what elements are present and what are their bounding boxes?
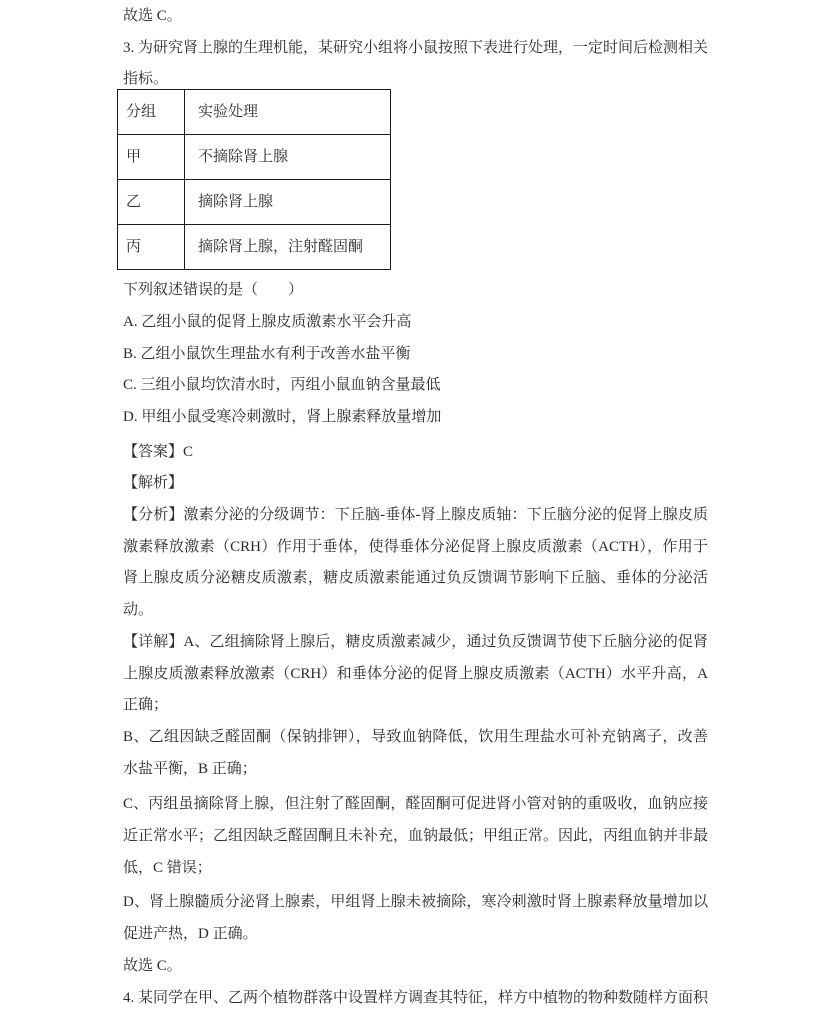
question-conclusion: 故选 C。 xyxy=(123,957,182,974)
detail-paragraph-c: C、丙组虽摘除肾上腺，但注射了醛固酮，醛固酮可促进肾小管对钠的重吸收，血钠应接近正常水平；乙组因缺乏醛固酮且未补充，血钠最低；甲组正常。因此，丙组血钠并非最低，C 错误； xyxy=(123,796,709,876)
table-cell-group: 乙 xyxy=(118,180,185,225)
table-row xyxy=(118,225,391,270)
table-header-group: 分组 xyxy=(118,90,185,135)
table-cell-treatment: 摘除肾上腺 xyxy=(185,180,391,225)
table-cell-treatment: 不摘除肾上腺 xyxy=(185,135,391,180)
detail-paragraph-a: 【详解】A、乙组摘除肾上腺后，糖皮质激素减少，通过负反馈调节使下丘脑分泌的促肾上腺皮质激素释放激素（CRH）和垂体分泌的促肾上腺皮质激素（ACTH）水平升高，A 正确； xyxy=(123,633,708,714)
experiment-table xyxy=(117,89,391,270)
answer-line xyxy=(123,437,708,469)
option-c: C. 三组小鼠均饮清水时，丙组小鼠血钠含量最低 xyxy=(123,377,441,394)
table-cell-group: 丙 xyxy=(118,225,185,270)
analysis-heading: 【解析】 xyxy=(123,475,184,492)
detail-paragraph-b: B、乙组因缺乏醛固酮（保钠排钾），导致血钠降低，饮用生理盐水可补充钠离子，改善水盐平衡，B 正确； xyxy=(123,728,708,777)
table-row xyxy=(118,180,391,225)
option-a: A. 乙组小鼠的促肾上腺皮质激素水平会升高 xyxy=(123,313,412,330)
table-cell-group: 甲 xyxy=(118,135,185,180)
option-d: D. 甲组小鼠受寒冷刺激时，肾上腺素释放量增加 xyxy=(123,408,442,425)
answer-value: C xyxy=(183,443,194,460)
analysis-paragraph: 【分析】激素分泌的分级调节：下丘脑-垂体-肾上腺皮质轴：下丘脑分泌的促肾上腺皮质激素释放激素（CRH）作用于垂体，使得垂体分泌促肾上腺皮质激素（ACTH），作用于肾上腺皮质分泌糖皮质激素，糖皮质激素能通过负反馈调节影响下丘脑、垂体的分泌活动。 xyxy=(123,507,708,619)
answer-label: 【答案】 xyxy=(123,443,184,460)
question-4-stem: 4. 某同学在甲、乙两个植物群落中设置样方调查其特征，样方中植物的物种数随样方面积 xyxy=(123,989,709,1006)
table-row xyxy=(118,135,391,180)
experiment-table-header-row xyxy=(118,90,391,135)
table-cell-treatment: 摘除肾上腺，注射醛固酮 xyxy=(185,225,391,270)
question-prompt: 下列叙述错误的是（ ） xyxy=(123,282,304,299)
option-b: B. 乙组小鼠饮生理盐水有利于改善水盐平衡 xyxy=(123,345,411,362)
detail-paragraph-d: D、肾上腺髓质分泌肾上腺素，甲组肾上腺未被摘除，寒冷刺激时肾上腺素释放量增加以促进产热，D 正确。 xyxy=(123,894,708,943)
document-page xyxy=(123,1,708,1014)
previous-question-conclusion: 故选 C。 xyxy=(123,8,182,24)
question-3-stem: 3. 为研究肾上腺的生理机能，某研究小组将小鼠按照下表进行处理，一定时间后检测相关指标。 xyxy=(123,39,709,88)
table-header-treatment: 实验处理 xyxy=(185,90,391,135)
